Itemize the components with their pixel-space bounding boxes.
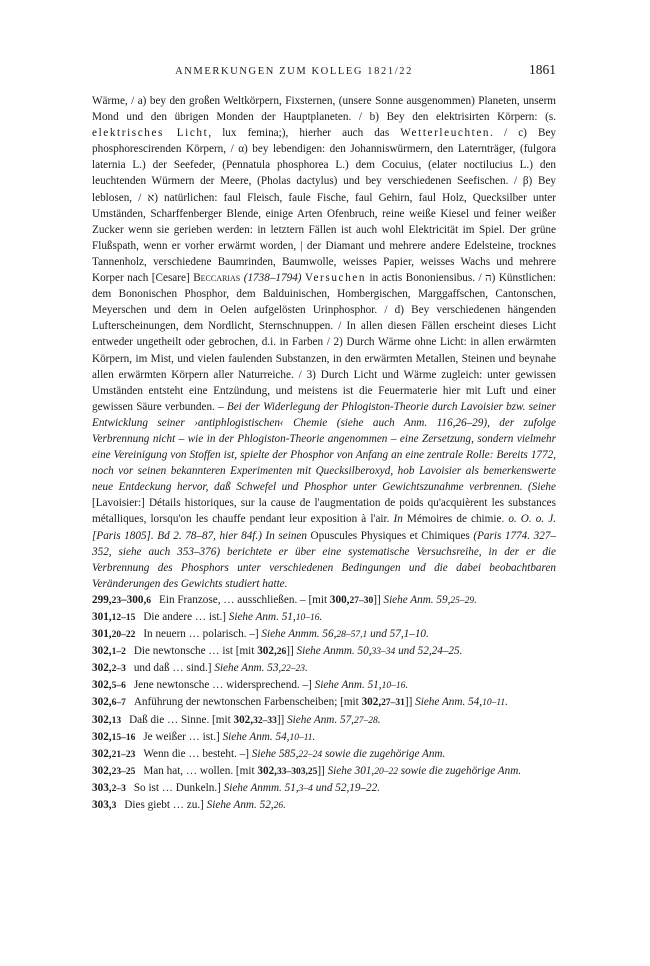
reference-lines: 20–22 xyxy=(374,766,398,777)
text-run: [Lavoisier:] Détails historiques, sur la cause de l'augmentation de poids qu'acquièrent les substances métalliques, lorsqu'on les chauffe pendant leur exposition à l'air. xyxy=(92,497,556,526)
lemma-lines: 23–25 xyxy=(111,766,136,777)
lemma-lines: 3 xyxy=(111,801,117,812)
note-lemma xyxy=(92,628,135,640)
note-text: Ein Franzose, … ausschließen. – [mit xyxy=(159,593,330,606)
reference-lines: 10–16 xyxy=(381,681,406,692)
lemma-page: 301, xyxy=(92,628,112,641)
note-entry xyxy=(92,746,556,763)
reference-tail: . xyxy=(312,730,316,743)
reference-lines: 10–11 xyxy=(482,698,506,709)
lemma-page: 302, xyxy=(92,645,112,658)
text-run: In xyxy=(393,513,407,526)
note-entry xyxy=(92,797,556,814)
lemma-page: 303, xyxy=(92,799,112,812)
note-lemma xyxy=(92,714,121,726)
note-lemma xyxy=(92,594,151,606)
note-text: Man hat, … wollen. [mit xyxy=(143,764,258,777)
note-reference: Siehe Anm. 51, xyxy=(314,679,382,692)
cross-page: 302, xyxy=(233,713,254,726)
reference-tail: und 52,19–22. xyxy=(312,781,381,794)
note-text: Die newtonsche … ist [mit xyxy=(133,645,258,658)
text-run: elektrisches Licht xyxy=(92,127,209,140)
text-run: in actis Bononiensibus. / ה) Künstlichen: dem Bononischen Phosphor, dem Balduinischen, Hombergischen, Marggaffschen, Cantonschen, Meyerschen und dem in Oelen aufgelösten Urinphosphor. / d) Bey verschiedenen hängenden Lufterscheinungen, dem Nordlicht, Sternschnuppen. / In allen diesen Fällen erscheint dieses Licht entweder ungetheilt oder gebrochen, d.i. in Farben / 2) Durch Wärme ohne Licht: in allen erwärmten Körpern, im Mist, und vielen faulenden Substanzen, in den erwärmten Metallen, Steinen und beynahe allen erwärmten Körpern aller Naturreiche. / 3) Durch Licht und Wärme zugleich: unter gewissen Umständen entsteht eine Entzündung, und meistens ist die Feuermaterie hier mit Luft und einer gewissen Säure verbunden. – xyxy=(92,272,556,413)
cross-page: 302, xyxy=(257,764,277,777)
reference-tail: sowie die zugehörige Anm. xyxy=(322,747,446,760)
note-lemma xyxy=(92,748,135,760)
note-entry xyxy=(92,729,556,746)
lemma-page: 303, xyxy=(92,781,112,794)
lemma-page: 302, xyxy=(92,679,112,692)
note-reference: Siehe Anm. 52, xyxy=(206,799,274,812)
lemma-page: 302, xyxy=(92,764,112,777)
text-run: Opuscules Physiques et Chimiques xyxy=(310,529,474,542)
note-lemma xyxy=(92,782,126,794)
lemma-page: 302, xyxy=(92,713,112,726)
lemma-page: 302, xyxy=(92,662,112,675)
note-entry xyxy=(92,694,556,711)
text-run: o. O. o. J. [Paris 1805]. Bd 2. 78–87, hier 84f.) In seinen xyxy=(92,513,556,542)
reference-lines: 10–11 xyxy=(289,732,313,743)
cross-ref xyxy=(257,765,317,777)
text-run: Wetterleuchten xyxy=(400,127,491,140)
reference-tail: . xyxy=(377,713,381,726)
lemma-lines: 1–2 xyxy=(111,647,126,658)
commentary-paragraph xyxy=(92,93,556,592)
note-reference: Siehe 301, xyxy=(327,764,375,777)
lemma-page: 301, xyxy=(92,611,112,623)
note-lemma xyxy=(92,645,126,657)
text-run: Versuchen xyxy=(305,272,367,285)
cross-lines: 32–33 xyxy=(253,715,277,726)
note-text: So ist … Dunkeln.] xyxy=(133,781,221,794)
cross-lines: 27–30 xyxy=(349,595,374,606)
cross-page: 302, xyxy=(361,696,382,709)
cross-close: ]] xyxy=(404,696,413,709)
note-text: und daß … sind.] xyxy=(133,662,212,675)
note-entry xyxy=(92,626,556,643)
reference-tail: und 57,1–10. xyxy=(367,628,429,641)
lemma-lines: 2–3 xyxy=(111,783,126,794)
reference-lines: 22–24 xyxy=(298,749,323,760)
reference-tail: . xyxy=(474,593,477,606)
cross-ref xyxy=(330,594,373,606)
text-run: Bei der Widerlegung der Phlogiston-Theorie durch Lavoisier bzw. seiner Entwicklung seiner ›antiphlogistischen‹ Chemie (siehe auch Anm. 116,26–29), der zufolge Verbrennung nicht – wie in der Phlogiston-Theorie angenommen – eine Zersetzung, sondern vielmehr eine Vereinigung von Stoffen ist, spielte der Phosphor von Anfang an eine zentrale Rolle: Bereits 1772, noch vor seinen bekannteren Experimenten mit Quecksilberoxyd, hob Lavoisier als bemerkenswerte neue Entdeckung hervor, daß Schwefel und Phosphor unter Gewichtszunahme verbrennen. (Siehe xyxy=(92,400,556,494)
note-lemma xyxy=(92,799,116,811)
lemma-lines: 13 xyxy=(111,715,122,726)
cross-close: ]] xyxy=(317,764,325,777)
note-lemma xyxy=(92,611,135,623)
cross-ref xyxy=(362,696,405,708)
note-entry xyxy=(92,592,556,609)
running-head xyxy=(92,62,556,84)
note-reference: Siehe 585, xyxy=(251,747,299,760)
note-entry xyxy=(92,677,556,694)
note-reference: Siehe Anm. 53, xyxy=(214,662,282,675)
note-text: Die andere … ist.] xyxy=(143,611,226,623)
lemma-page: 299, xyxy=(92,593,112,606)
lemma-lines: 12–15 xyxy=(111,613,136,623)
page-number: 1861 xyxy=(529,62,556,77)
lemma-lines: 6–7 xyxy=(111,698,126,709)
note-lemma xyxy=(92,679,126,691)
text-run: Beccarias xyxy=(193,272,241,285)
text-run: Wärme, / a) bey den großen Weltkörpern, Fixsternen, (unsere Sonne ausgenommen) Planeten, unserm Mond und den übrigen Monden der Hauptplaneten. / b) Bey den elektrisirten Körpern: (s. xyxy=(92,95,556,124)
cross-close: ]] xyxy=(276,713,285,726)
reference-lines: 22–23 xyxy=(281,664,305,675)
note-reference: Siehe Anmm. 50, xyxy=(296,645,372,658)
note-entry xyxy=(92,643,556,660)
lemma-lines-end: 6 xyxy=(146,595,151,606)
note-text: Je weißer … ist.] xyxy=(143,730,220,743)
lemma-lines: 5–6 xyxy=(111,681,126,692)
reference-tail: sowie die zugehörige Anm. xyxy=(397,764,522,777)
text-run: . / c) Bey phosphorescirenden Körpern, / α) bey lebendigen: den Johanniswürmern, den Laternträger, (fulgora laternia L.) der Seefeder, (Pennatula phosphorea L.) dem Cocuius, (elater noctilucius L.) den leuchtenden Würmern der Meere, (Pholas dactylus) und bey verschiedenen Seefischen. / β) Bey leblosen, / א) natürlichen: faul Fleisch, faule Fische, faul Gehirn, faul Holz, Quecksilber unter Umständen, Scharffenberger Blende, einige Arten Ofenbruch, reine weiße Kiesel und feiner weißer Zucker wenn sie gerieben werden: in letztern Fällen ist auch wohl Elektricität im Spiel. Der grüne Flußspath, wenn er vorher erwärmt worden, | der Diamant und mehrere andere Edelsteine, trocknes Tannenholz, verschiedene Baumrinden, Baumwolle, weisses Papier, weisses Wachs und mehrere Korper nach [Cesare] xyxy=(92,127,557,285)
reference-lines: 26 xyxy=(273,801,284,812)
lemma-lines: 20–22 xyxy=(111,630,136,641)
text-run: (Paris 1774. 327–352, siehe auch 353–376) berichtete er über eine systematische Versuchsreihe, in der er die Verbrennung des Phosphors unter verschiedenen Bedingungen und die dabei beobachtbaren Veränderungen des Gewichts studiert hatte. xyxy=(92,529,557,590)
reference-lines: 25–29 xyxy=(450,595,475,606)
note-reference: Siehe Anm. 54, xyxy=(415,696,483,709)
lemma-lines: 21–23 xyxy=(111,749,136,760)
lemma-page: 302, xyxy=(92,730,112,743)
reference-tail: . xyxy=(319,611,323,623)
lemma-lines: 15–16 xyxy=(111,732,136,743)
note-entry xyxy=(92,609,556,626)
note-reference: Siehe Anmm. 51, xyxy=(223,781,299,794)
text-run: (1738–1794) xyxy=(240,272,302,285)
lemma-page: 302, xyxy=(92,747,112,760)
note-text: Anführung der newtonschen Farbenscheiben; [mit xyxy=(133,696,362,709)
note-lemma xyxy=(92,731,135,743)
reference-tail: . xyxy=(304,662,308,675)
note-reference: Siehe Anmm. 56, xyxy=(261,628,337,641)
reference-tail: . xyxy=(283,799,286,812)
cross-lines: 26 xyxy=(276,647,287,658)
cross-ref xyxy=(233,714,276,726)
cross-page: 302, xyxy=(257,645,277,658)
reference-tail: . xyxy=(505,696,508,709)
cross-lines: 27–31 xyxy=(381,698,405,709)
body-text xyxy=(92,93,556,814)
cross-close: ]] xyxy=(286,645,294,658)
note-text: Jene newtonsche … widersprechend. –] xyxy=(133,679,312,692)
note-reference: Siehe Anm. 54, xyxy=(222,730,290,743)
text-run: , lux femina;), hierher auch das xyxy=(208,127,401,140)
reference-lines: 3–4 xyxy=(298,783,313,794)
reference-tail: und 52,24–25. xyxy=(395,645,463,658)
reference-lines: 27–28 xyxy=(353,715,378,726)
notes-list xyxy=(92,592,556,814)
note-text: In neuern … polarisch. –] xyxy=(143,628,259,641)
note-entry xyxy=(92,712,556,729)
cross-lines: 33–303,25 xyxy=(276,766,318,777)
note-entry xyxy=(92,660,556,677)
note-text: Wenn die … besteht. –] xyxy=(143,747,249,760)
text-run: Mémoires de chimie. xyxy=(406,513,509,526)
cross-ref xyxy=(257,645,286,657)
cross-close: ]] xyxy=(373,593,381,606)
note-text: Dies giebt … zu.] xyxy=(124,799,204,812)
note-text: Daß die … Sinne. [mit xyxy=(129,713,234,726)
note-reference: Siehe Anm. 57, xyxy=(287,713,354,726)
note-lemma xyxy=(92,662,126,674)
running-title: ANMERKUNGEN ZUM KOLLEG 1821/22 xyxy=(175,66,413,77)
lemma-page: 302, xyxy=(92,696,112,709)
note-entry xyxy=(92,763,556,780)
lemma-lines: 2–3 xyxy=(111,664,126,675)
reference-tail: . xyxy=(405,679,409,692)
cross-page: 300, xyxy=(329,593,350,606)
note-reference: Siehe Anm. 51, xyxy=(228,611,296,623)
note-reference: Siehe Anm. 59, xyxy=(383,593,451,606)
note-lemma xyxy=(92,696,126,708)
lemma-page-end: –300, xyxy=(121,593,147,606)
note-entry xyxy=(92,780,556,797)
reference-lines: 28–57,1 xyxy=(336,630,368,641)
note-lemma xyxy=(92,765,135,777)
reference-lines: 10–16 xyxy=(295,613,320,623)
reference-lines: 33–34 xyxy=(371,647,396,658)
lemma-lines: 23 xyxy=(111,595,122,606)
